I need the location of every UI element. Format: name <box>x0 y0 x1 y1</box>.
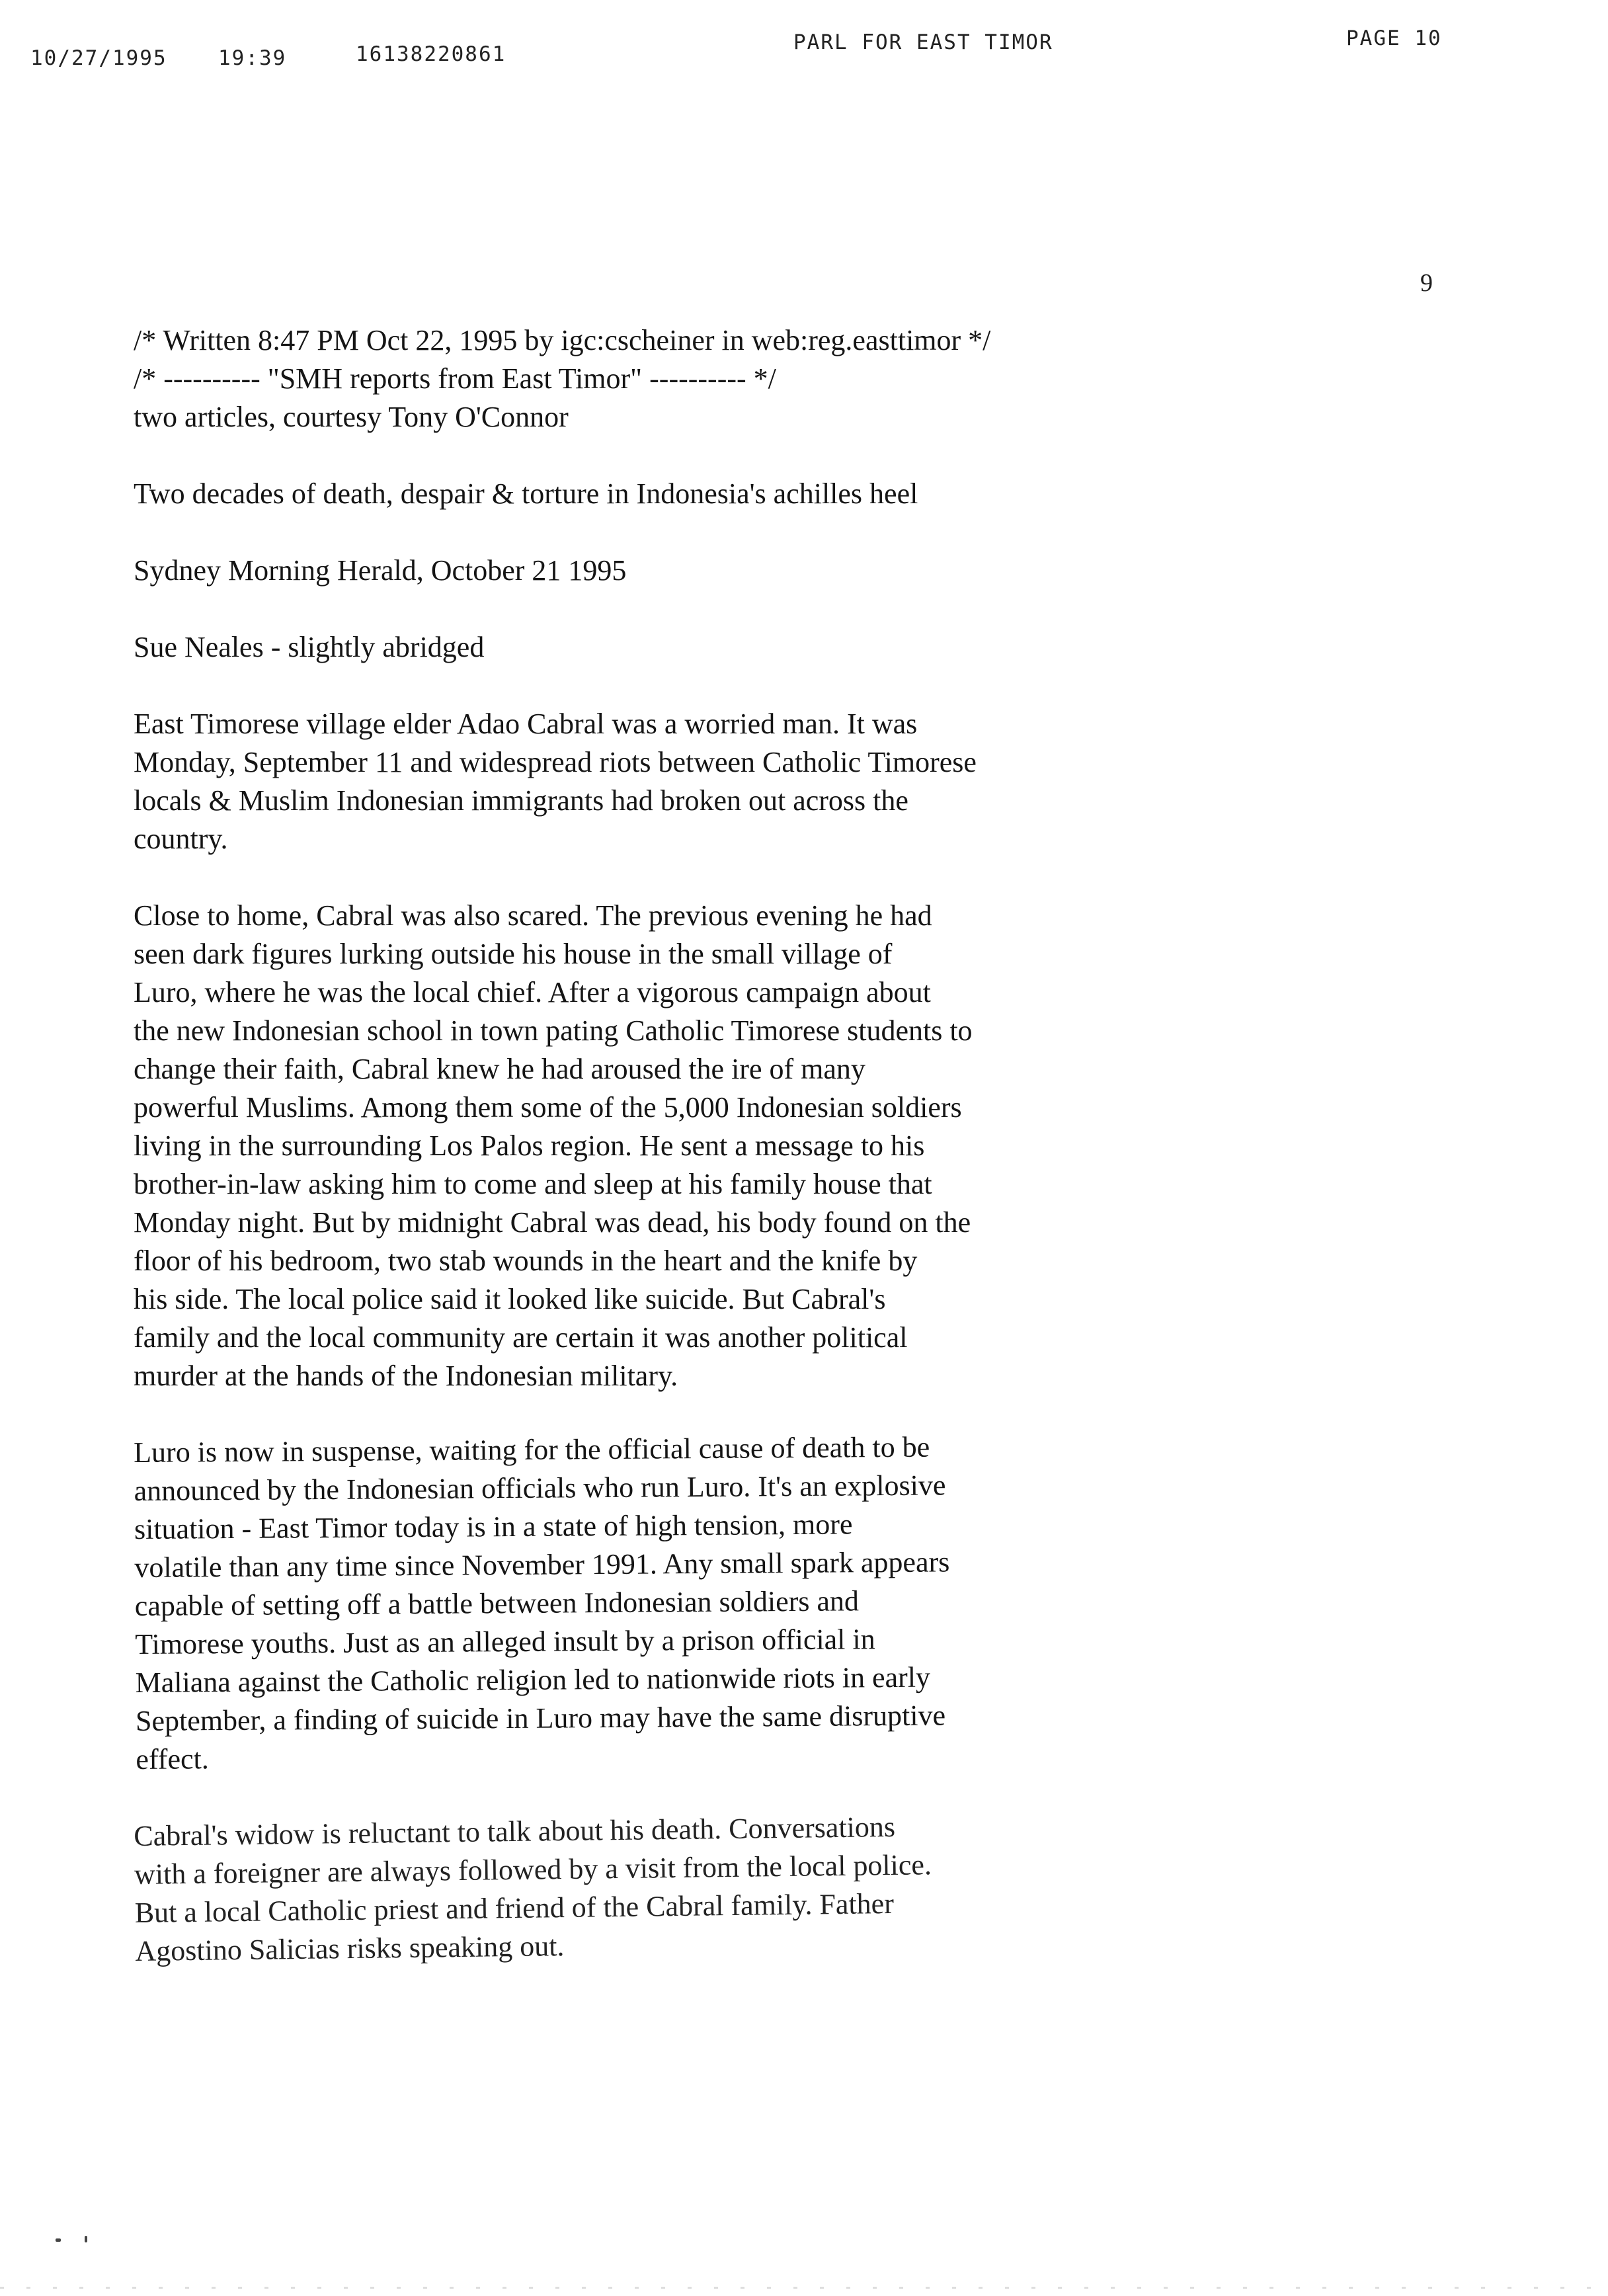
paragraph-line: Agostino Salicias risks speaking out. <box>135 1930 565 1967</box>
paragraph-line: country. <box>134 823 228 855</box>
paragraph-line: with a foreigner are always followed by a visit from the local police. <box>134 1848 932 1891</box>
paragraph-line: murder at the hands of the Indonesian military. <box>134 1360 678 1392</box>
fax-date: 10/27/1995 <box>30 46 167 70</box>
paragraph-line: Cabral's widow is reluctant to talk about his death. Conversations <box>134 1810 896 1852</box>
paragraph-line: family and the local community are certain it was another political <box>134 1321 908 1354</box>
paragraph-line: floor of his bedroom, two stab wounds in the heart and the knife by <box>134 1245 918 1277</box>
article-paragraph <box>134 1802 1379 1971</box>
paragraph-line: effect. <box>136 1742 209 1776</box>
paragraph-line: But a local Catholic priest and friend of the Cabral family. Father <box>134 1887 895 1929</box>
scan-artifact-mark <box>85 2236 87 2242</box>
paragraph-line: Luro, where he was the local chief. After a vigorous campaign about <box>134 976 931 1008</box>
preamble-line-courtesy: two articles, courtesy Tony O'Connor <box>134 401 569 433</box>
paragraph-line: Luro is now in suspense, waiting for the official cause of death to be <box>134 1430 930 1469</box>
paragraph-line: Monday night. But by midnight Cabral was dead, his body found on the <box>134 1206 971 1239</box>
paragraph-line: situation - East Timor today is in a state of high tension, more <box>134 1508 853 1545</box>
paragraph-line: East Timorese village elder Adao Cabral was a worried man. It was <box>134 708 918 740</box>
paragraph-line: locals & Muslim Indonesian immigrants had broken out across the <box>134 784 908 817</box>
scan-artifact-mark <box>56 2238 61 2242</box>
preamble-line-subject: /* ---------- "SMH reports from East Timor" ---------- */ <box>134 362 776 395</box>
paragraph-line: September, a finding of suicide in Luro may have the same disruptive <box>135 1699 946 1737</box>
article-paragraph <box>134 705 1377 858</box>
fax-phone-number: 16138220861 <box>356 42 506 66</box>
paragraph-line: his side. The local police said it looked like suicide. But Cabral's <box>134 1283 886 1315</box>
document-body <box>134 321 1377 1971</box>
paragraph-line: living in the surrounding Los Palos region. He sent a message to his <box>134 1129 925 1162</box>
article-headline: Two decades of death, despair & torture in Indonesia's achilles heel <box>134 477 918 510</box>
page-number: 9 <box>1420 269 1433 297</box>
paragraph-line: Timorese youths. Just as an alleged insult by a prison official in <box>135 1623 875 1660</box>
paragraph-line: seen dark figures lurking outside his house in the small village of <box>134 938 893 970</box>
preamble-line-written: /* Written 8:47 PM Oct 22, 1995 by igc:cscheiner in web:reg.easttimor */ <box>134 324 991 356</box>
paragraph-line: the new Indonesian school in town pating Catholic Timorese students to <box>134 1014 973 1047</box>
paragraph-line: Maliana against the Catholic religion led to nationwide riots in early <box>135 1660 931 1699</box>
paragraph-line: change their faith, Cabral knew he had aroused the ire of many <box>134 1053 865 1085</box>
paragraph-line: Close to home, Cabral was also scared. The previous evening he had <box>134 899 932 932</box>
paragraph-line: capable of setting off a battle between Indonesian soldiers and <box>134 1584 860 1622</box>
article-paragraph <box>134 1425 1379 1779</box>
fax-transmission-header <box>0 26 1608 79</box>
article-source: Sydney Morning Herald, October 21 1995 <box>134 554 627 587</box>
paragraph-line: brother-in-law asking him to come and sleep at his family house that <box>134 1168 932 1200</box>
fax-page-indicator: PAGE 10 <box>1346 26 1442 50</box>
fax-time: 19:39 <box>218 46 287 70</box>
paragraph-line: announced by the Indonesian officials who run Luro. It's an explosive <box>134 1469 946 1507</box>
article-paragraph <box>134 897 1377 1395</box>
paragraph-line: volatile than any time since November 1991. Any small spark appears <box>134 1545 950 1584</box>
article-byline: Sue Neales - slightly abridged <box>134 631 485 663</box>
paragraph-line: Monday, September 11 and widespread riots between Catholic Timorese <box>134 746 977 778</box>
fax-sender-name: PARL FOR EAST TIMOR <box>793 30 1053 54</box>
paragraph-line: powerful Muslims. Among them some of the 5,000 Indonesian soldiers <box>134 1091 962 1124</box>
scan-bottom-edge <box>0 2287 1608 2289</box>
